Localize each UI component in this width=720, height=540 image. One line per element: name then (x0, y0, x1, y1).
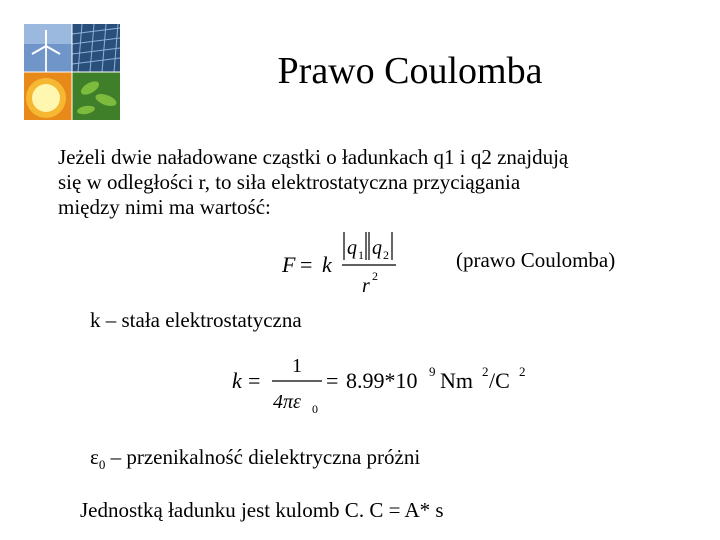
coulomb-law-formula (278, 228, 418, 298)
formula-k-unit-slash: /C (489, 368, 510, 393)
epsilon-symbol: ε (90, 445, 99, 469)
formula-k-unit-exponent: 2 (482, 364, 489, 379)
sun-icon (32, 84, 60, 112)
intro-line: Jeżeli dwie naładowane cząstki o ładunkach q1 i q2 znajdują (58, 145, 569, 169)
formula-k-unit-exponent-2: 2 (519, 364, 526, 379)
formula-f-equals: = (300, 252, 313, 277)
formula-f-lhs: F (282, 252, 296, 277)
formula-f-q1: q (347, 237, 357, 259)
k-definition: k – stała elektrostatyczna (90, 308, 302, 332)
formula-f-r-exponent: 2 (372, 269, 378, 283)
formula-k-denominator: 4πε (273, 391, 301, 413)
formula-k-unit: Nm (440, 368, 473, 393)
epsilon-definition (90, 445, 420, 477)
epsilon-description: – przenikalność dielektryczna próżni (105, 445, 421, 469)
formula-k-denominator-subscript: 0 (312, 402, 318, 416)
formula-f-q2-subscript: 2 (383, 248, 389, 262)
formula-f-q1-subscript: 1 (358, 248, 364, 262)
logo-image (24, 24, 120, 120)
formula-k-value-exponent: 9 (429, 364, 436, 379)
intro-line: między nimi ma wartość: (58, 195, 271, 219)
slide-title: Prawo Coulomba (277, 50, 543, 92)
law-note: (prawo Coulomba) (456, 248, 616, 272)
formula-k-numerator: 1 (292, 355, 302, 377)
constant-k-formula (228, 350, 538, 420)
intro-paragraph (58, 145, 658, 220)
charge-unit-statement: Jednostką ładunku jest kulomb C. C = A* s (80, 498, 444, 522)
formula-f-q2: q (372, 237, 382, 259)
formula-k-equals-2: = (326, 368, 339, 393)
formula-f-r: r (362, 275, 370, 297)
epsilon-subscript: 0 (98, 457, 106, 473)
formula-f-k: k (322, 252, 332, 277)
formula-k-value: 8.99*10 (346, 368, 418, 393)
renewable-energy-logo (24, 24, 120, 120)
formula-k-lhs: k (232, 368, 242, 393)
formula-k-equals: = (248, 368, 261, 393)
intro-line: się w odległości r, to siła elektrostatyczna przyciągania (58, 170, 521, 194)
